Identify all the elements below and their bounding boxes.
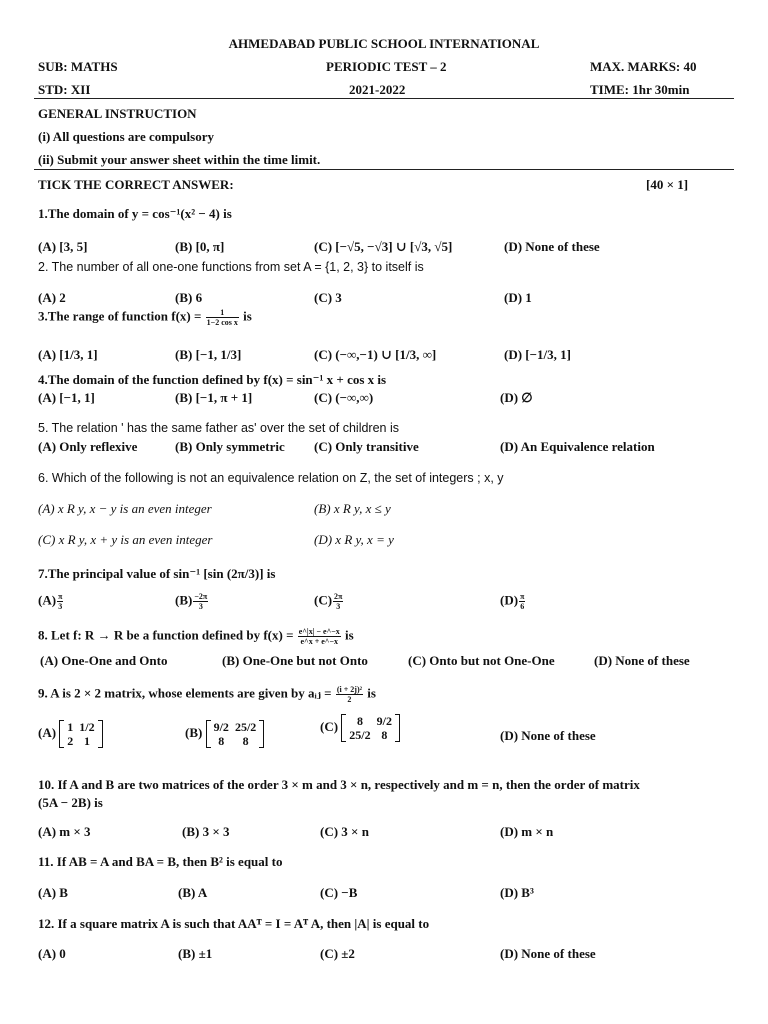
question-11: 11. If AB = A and BA = B, then B² is equal to — [38, 854, 283, 869]
option-c: (C) Only transitive — [314, 439, 419, 454]
option-label: (A) — [38, 347, 57, 362]
option-b — [175, 347, 241, 363]
fraction — [519, 592, 525, 611]
option-c: (C) −B — [320, 885, 358, 900]
fraction-numerator: (i + 2j)² — [336, 685, 362, 694]
option-a — [38, 720, 103, 748]
matrix-cell: 1 — [83, 734, 90, 748]
header-divider — [34, 98, 734, 99]
option-a: (A) m × 3 — [38, 824, 91, 839]
question-8 — [38, 627, 354, 646]
option-label: (C) — [314, 347, 333, 362]
school-name: AHMEDABAD PUBLIC SCHOOL INTERNATIONAL — [228, 36, 540, 51]
fraction-denominator: 1−2 cos x — [206, 318, 238, 327]
max-marks-label: MAX. MARKS: 40 — [590, 59, 697, 74]
option-d: (D) m × n — [500, 824, 554, 839]
option-label: (A) — [38, 724, 57, 740]
option-b: (B) A — [178, 885, 208, 900]
option-label: (B) — [175, 347, 193, 362]
matrix-cell: 8 — [242, 734, 249, 748]
question-suffix: is — [243, 308, 252, 324]
question-4: 4.The domain of the function defined by f(x) = sin⁻¹ x + cos x is — [38, 372, 387, 387]
option-value: [−1, 1/3] — [195, 347, 242, 362]
option-d: (D) B³ — [500, 885, 534, 900]
question-text: 8. Let f: R → R be a function defined by f(x) = — [38, 627, 294, 643]
matrix — [206, 720, 265, 748]
fraction — [57, 592, 63, 611]
option-b: (B) ±1 — [178, 946, 213, 961]
fraction-denominator: 3 — [198, 602, 203, 611]
option-c: (C) ±2 — [320, 946, 355, 961]
option-label: (D) — [500, 592, 519, 608]
option-a: (A) B — [38, 885, 68, 900]
option-d: (D) ∅ — [500, 390, 533, 405]
option-a: (A) 2 — [38, 290, 66, 305]
matrix-cell: 9/2 — [376, 714, 392, 728]
fraction-denominator: 3 — [58, 602, 63, 611]
question-12: 12. If a square matrix A is such that AAᵀ = I = Aᵀ A, then |A| is equal to — [38, 916, 430, 931]
fraction — [193, 592, 208, 611]
matrix-cell: 8 — [218, 734, 225, 748]
matrix-cell: 1 — [67, 720, 74, 734]
option-b: (B) 6 — [175, 290, 203, 305]
option-value: [1/3, 1] — [59, 347, 98, 362]
fraction — [206, 308, 239, 327]
option-a: (A) x R y, x − y is an even integer — [38, 501, 212, 516]
option-c: (C) x R y, x + y is an even integer — [38, 532, 213, 547]
instruction-item: (i) All questions are compulsory — [38, 129, 214, 144]
option-d: (D) None of these — [500, 728, 596, 743]
fraction-denominator: 6 — [520, 602, 525, 611]
option-d: (D) None of these — [504, 239, 600, 254]
section-title: TICK THE CORRECT ANSWER: — [38, 177, 234, 192]
option-d: (D) None of these — [594, 653, 690, 668]
option-b: (B) x R y, x ≤ y — [314, 501, 391, 516]
option-a — [38, 347, 98, 363]
option-value: [−1/3, 1] — [525, 347, 572, 362]
instructions-heading: GENERAL INSTRUCTION — [38, 106, 197, 121]
question-7: 7.The principal value of sin⁻¹ [sin (2π/3)] is — [38, 566, 276, 581]
option-d: (D) An Equivalence relation — [500, 439, 655, 454]
fraction-numerator: 1 — [206, 308, 239, 318]
question-10-continued: (5A − 2B) is — [38, 795, 103, 810]
matrix-cell: 25/2 — [349, 728, 371, 742]
test-label: PERIODIC TEST – 2 — [326, 59, 447, 74]
fraction-numerator: 2π — [334, 592, 343, 601]
question-suffix: is — [345, 627, 354, 643]
option-a — [38, 592, 64, 611]
std-label: STD: XII — [38, 82, 91, 97]
option-d — [504, 347, 571, 363]
option-value-text: 1/3, 1 — [63, 347, 94, 362]
option-label: (B) — [185, 724, 203, 740]
option-b: (B) Only symmetric — [175, 439, 285, 454]
option-c — [320, 714, 400, 742]
fraction — [336, 685, 363, 704]
option-b — [175, 592, 209, 611]
option-a: (A) [3, 5] — [38, 239, 88, 254]
fraction — [298, 627, 341, 646]
question-2: 2. The number of all one-one functions from set A = {1, 2, 3} to itself is — [38, 260, 424, 274]
question-5: 5. The relation ' has the same father as' over the set of children is — [38, 421, 399, 435]
instruction-item: (ii) Submit your answer sheet within the time limit. — [38, 152, 321, 167]
question-6: 6. Which of the following is not an equivalence relation on Z, the set of integers ; x, y — [38, 471, 504, 485]
fraction-denominator: 3 — [336, 602, 341, 611]
option-c: (C) 3 — [314, 290, 342, 305]
option-value: (−∞,−1) ∪ [1/3, ∞] — [335, 347, 437, 362]
matrix-cell: 8 — [381, 728, 388, 742]
option-label: (A) — [38, 592, 57, 608]
option-b: (B) [0, π] — [175, 239, 225, 254]
option-b: (B) [−1, π + 1] — [175, 390, 253, 405]
matrix — [341, 714, 400, 742]
matrix-cell: 8 — [356, 714, 363, 728]
question-text: 9. A is 2 × 2 matrix, whose elements are given by aᵢⱼ = — [38, 685, 332, 701]
option-c — [314, 347, 436, 363]
matrix — [59, 720, 102, 748]
question-3 — [38, 308, 252, 327]
option-d — [500, 592, 526, 611]
option-d: (D) 1 — [504, 290, 532, 305]
option-a: (A) Only reflexive — [38, 439, 138, 454]
option-label: (C) — [314, 592, 333, 608]
question-text: 3.The range of function f(x) = — [38, 308, 202, 324]
time-label: TIME: 1hr 30min — [590, 82, 690, 97]
fraction-numerator: π — [520, 592, 525, 601]
option-b — [185, 720, 264, 748]
question-suffix: is — [367, 685, 376, 701]
matrix-cell: 9/2 — [213, 720, 229, 734]
option-label: (B) — [175, 592, 193, 608]
matrix-cell: 2 — [67, 734, 74, 748]
matrix-cell: 25/2 — [234, 720, 257, 734]
option-a: (A) [−1, 1] — [38, 390, 95, 405]
option-value-text: −1, 1/3 — [199, 347, 237, 362]
question-9 — [38, 685, 376, 704]
fraction-denominator: e^x + e^−x — [300, 637, 339, 646]
option-a: (A) One-One and Onto — [40, 653, 168, 668]
option-c: (C) Onto but not One-One — [408, 653, 555, 668]
option-value-text: −1/3, 1 — [529, 347, 567, 362]
fraction-numerator: π — [58, 592, 63, 601]
instructions-divider — [34, 169, 734, 170]
question-1: 1.The domain of y = cos⁻¹(x² − 4) is — [38, 206, 232, 221]
option-c: (C) [−√5, −√3] ∪ [√3, √5] — [314, 239, 453, 254]
fraction-denominator: 2 — [347, 695, 352, 704]
option-d: (D) x R y, x = y — [314, 532, 394, 547]
section-marks: [40 × 1] — [646, 177, 689, 192]
subject-label: SUB: MATHS — [38, 59, 118, 74]
option-c: (C) 3 × n — [320, 824, 369, 839]
option-d: (D) None of these — [500, 946, 596, 961]
option-label: (C) — [320, 718, 339, 734]
option-c: (C) (−∞,∞) — [314, 390, 374, 405]
question-10: 10. If A and B are two matrices of the order 3 × m and 3 × n, respectively and m = n, then the order of matrix — [38, 777, 640, 792]
option-a: (A) 0 — [38, 946, 66, 961]
option-b: (B) 3 × 3 — [182, 824, 230, 839]
matrix-cell: 1/2 — [79, 720, 95, 734]
option-c — [314, 592, 344, 611]
option-b: (B) One-One but not Onto — [222, 653, 368, 668]
fraction-numerator: e^|x| − e^−x — [298, 627, 340, 636]
fraction-numerator: −2π — [194, 592, 208, 601]
option-label: (D) — [504, 347, 523, 362]
year-label: 2021-2022 — [349, 82, 406, 97]
fraction — [333, 592, 343, 611]
